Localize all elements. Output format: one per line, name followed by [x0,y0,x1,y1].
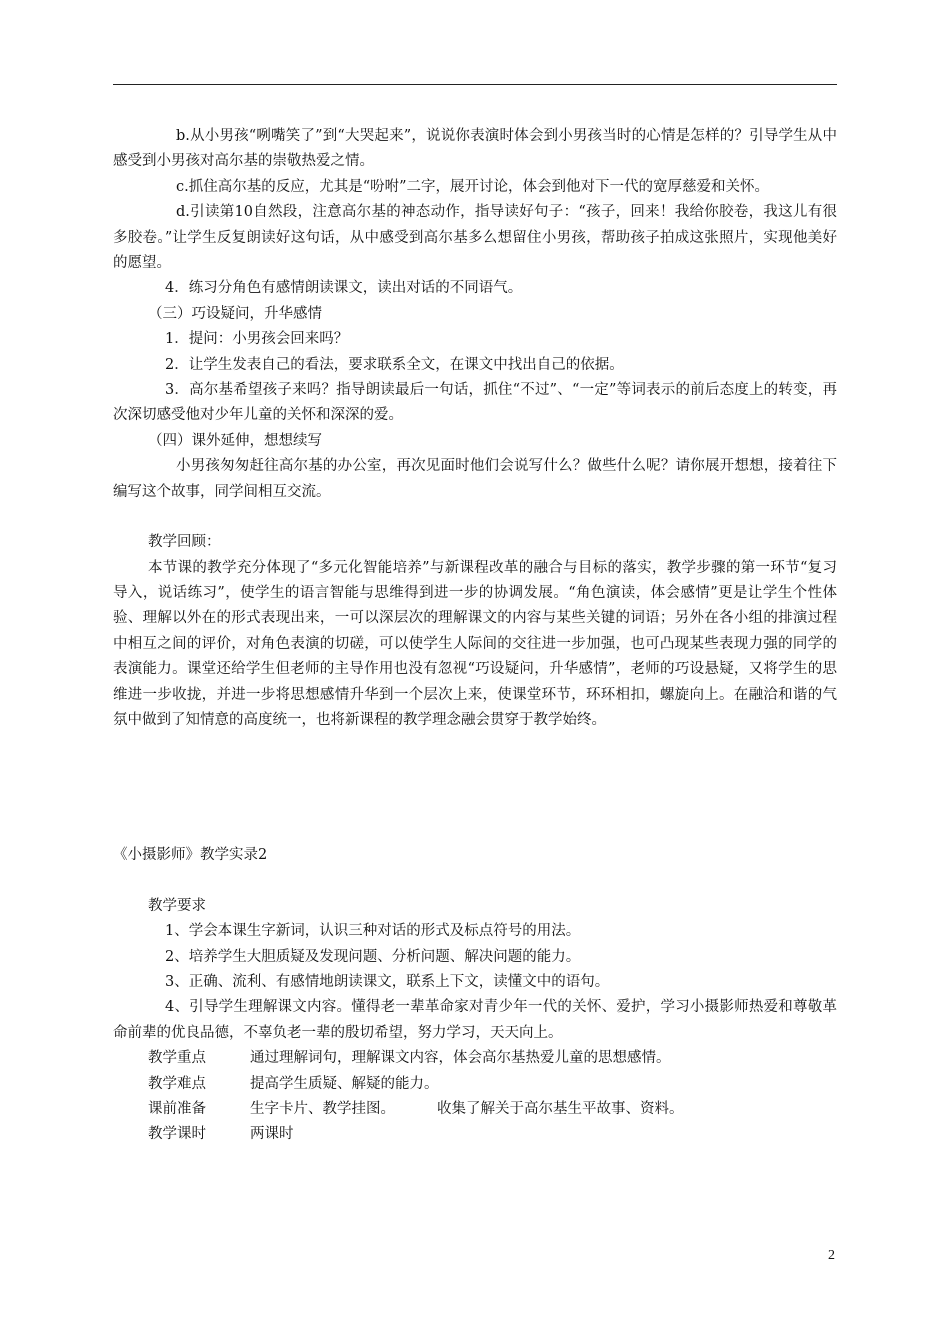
field-preparation [113,1097,837,1122]
field-value: 两课时 [250,1126,294,1143]
header-rule [113,84,837,85]
section-title: 《小摄影师》教学实录2 [113,847,268,864]
field-label: 教学课时 [148,1126,206,1143]
paragraph-d: d.引读第10自然段，注意高尔基的神态动作，指导读好句子：“孩子，回来！我给你胶卷，我这儿有很多胶卷。”让学生反复朗读好这句话，从中感受到高尔基多么想留住小男孩，帮助孩子拍成这张照片，实现他美好的愿望。 [113,204,837,272]
field-value: 通过理解词句，理解课文内容，体会高尔基热爱儿童的思想感情。 [250,1050,671,1067]
field-label: 教学难点 [148,1075,206,1092]
requirement-item: 4、引导学生理解课文内容。懂得老一辈革命家对青少年一代的关怀、爱护，学习小摄影师热爱和尊敬革命前辈的优良品德，不辜负老一辈的殷切希望，努力学习，天天向上。 [113,999,837,1041]
field-periods [113,1122,837,1147]
requirement-item: 3、正确、流利、有感情地朗读课文，联系上下文，读懂文中的语句。 [165,973,610,990]
section-heading-3: （三）巧设疑问，升华感情 [148,305,322,322]
field-difficulty [113,1072,837,1097]
document-body [113,124,837,1148]
paragraph-c: c.抓住高尔基的反应，尤其是“吩咐”二字，展开讨论，体会到他对下一代的宽厚慈爱和关怀。 [176,178,770,195]
paragraph-b: b.从小男孩“咧嘴笑了”到“大哭起来”，说说你表演时体会到小男孩当时的心情是怎样的？引导学生从中感受到小男孩对高尔基的崇敬热爱之情。 [113,128,837,170]
field-value: 提高学生质疑、解疑的能力。 [250,1075,439,1092]
requirement-item: 2、培养学生大胆质疑及发现问题、分析问题、解决问题的能力。 [165,948,581,965]
field-extra: 收集了解关于高尔基生平故事、资料。 [437,1101,684,1117]
section-heading-4: （四）课外延伸，想想续写 [148,432,322,449]
field-value: 生字卡片、教学挂图。 [250,1101,395,1117]
requirements-label: 教学要求 [148,897,206,914]
review-text: 本节课的教学充分体现了“多元化智能培养”与新课程改革的融合与目标的落实，教学步骤的第一环节“复习导入，说话练习”，使学生的语言智能与思维得到进一步的协调发展。“角色演读，体会感情”更是让学生个性体验、理解以外在的形式表现出来，一可以深层次的理解课文的内容与某些关键的词语；另外在各小组的排演过程中相互之间的评价，对角色表演的切磋，可以使学生人际间的交往进一步加强，也可凸现某些表现力强的同学的表演能力。课堂还给学生但老师的主导作用也没有忽视“巧设疑问，升华感情”，老师的巧设悬疑，又将学生的思维进一步收拢，并进一步将思想感情升华到一个层次上来，使课堂环节，环环相扣，螺旋向上。在融洽和谐的气氛中做到了知情意的高度统一，也将新课程的教学理念融会贯穿于教学始终。 [113,559,837,728]
field-label: 课前准备 [148,1101,206,1117]
requirement-item: 1、学会本课生字新词，认识三种对话的形式及标点符号的用法。 [165,923,581,940]
paragraph-4: 4．练习分角色有感情朗读课文，读出对话的不同语气。 [165,280,523,297]
review-label: 教学回顾： [148,534,221,551]
question-1: 1．提问：小男孩会回来吗？ [165,331,349,348]
field-key-point [113,1046,837,1071]
page-number: 2 [828,1248,835,1263]
extension-paragraph: 小男孩匆匆赶往高尔基的办公室，再次见面时他们会说写什么？做些什么呢？请你展开想想，接着往下编写这个故事，同学间相互交流。 [113,458,837,500]
field-label: 教学重点 [148,1050,206,1067]
question-3: 3．高尔基希望孩子来吗？指导朗读最后一句话，抓住“不过”、“一定”等词表示的前后态度上的转变，再次深切感受他对少年儿童的关怀和深深的爱。 [113,382,837,424]
question-2: 2．让学生发表自己的看法，要求联系全文，在课文中找出自己的依据。 [165,356,624,373]
